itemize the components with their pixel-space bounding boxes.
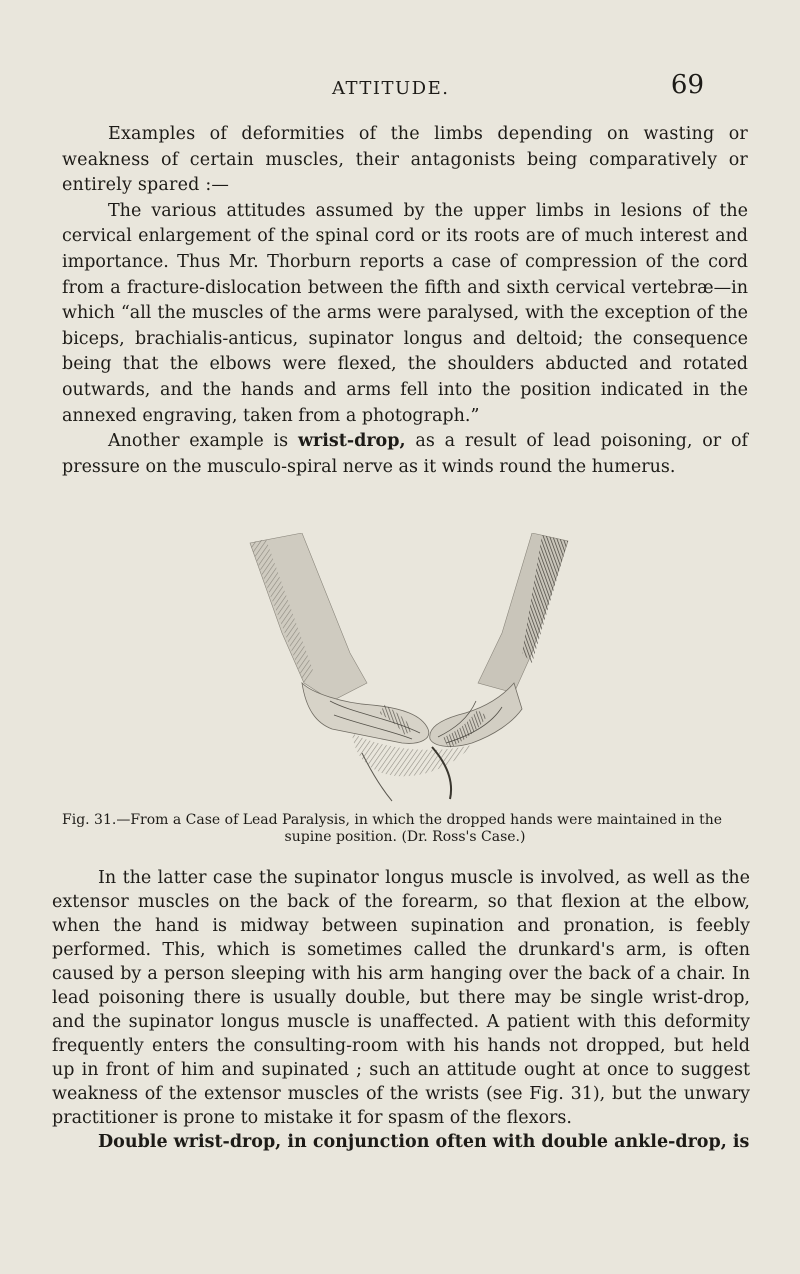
- caption-line-2: supine position. (Dr. Ross's Case.): [284, 829, 526, 845]
- intro-text: Examples of deformities of the limbs depending on wasting or weakness of certain muscles, their antagonists being comparatively or entirely spared :—: [62, 124, 748, 196]
- figure-31-engraving: [232, 533, 578, 805]
- engraving-hands-image: [232, 533, 578, 805]
- thorburn-paragraph: The various attitudes assumed by the upper limbs in lesions of the cervical enlargement of the spinal cord or its roots are of much interest and importance. Thus Mr. Thorburn reports a case of compression of the cord from a fracture-dislocation between the fifth and sixth cervical vertebræ—in which “all the muscles of the arms were paralysed, with the exception of the biceps, brachialis-anticus, supinator longus and deltoid; the consequence being that the elbows were flexed, the shoulders abducted and rotated outwards, and the hands and arms fell into the position indicated in the annexed engraving, taken from a photograph.”: [62, 200, 748, 426]
- wrist-drop-paragraph: [62, 429, 748, 480]
- supinator-paragraph: In the latter case the supinator longus muscle is involved, as well as the extensor muscles on the back of the forearm, so that flexion at the elbow, when the hand is midway between supination and pronation, is feebly performed. This, which is sometimes called the drunkard's arm, is often caused by a person sleeping with his arm hanging over the back of a chair. In lead poisoning there is usually double, but there may be single wrist-drop, and the supinator longus muscle is unaffected. A patient with this deformity frequently enters the consulting-room with his hands not dropped, but held up in front of him and supinated ; such an attitude ought at once to suggest weakness of the extensor muscles of the wrists (see Fig. 31), but the unwary practitioner is prone to mistake it for spasm of the flexors.: [52, 868, 750, 1128]
- double-wrist-drop-paragraph: Double wrist-drop, in conjunction often with double ankle-drop, is: [98, 1132, 750, 1152]
- upper-text: [62, 122, 748, 480]
- wrist-drop-rest: as a result of lead poisoning, or of pressure on the musculo-spiral nerve as it winds round the humerus.: [62, 431, 748, 477]
- figure-caption: [62, 812, 748, 846]
- wrist-drop-lead: Another example is: [108, 431, 298, 452]
- running-title: ATTITUDE.: [332, 78, 450, 99]
- page-number: 69: [670, 70, 704, 100]
- intro-paragraph: [62, 122, 748, 199]
- page-header: [0, 70, 800, 110]
- caption-line-1: Fig. 31.—From a Case of Lead Paralysis, in which the dropped hands were maintained in the: [62, 812, 723, 828]
- wrist-drop-term: wrist-drop,: [297, 431, 406, 452]
- lower-text: [52, 866, 750, 1154]
